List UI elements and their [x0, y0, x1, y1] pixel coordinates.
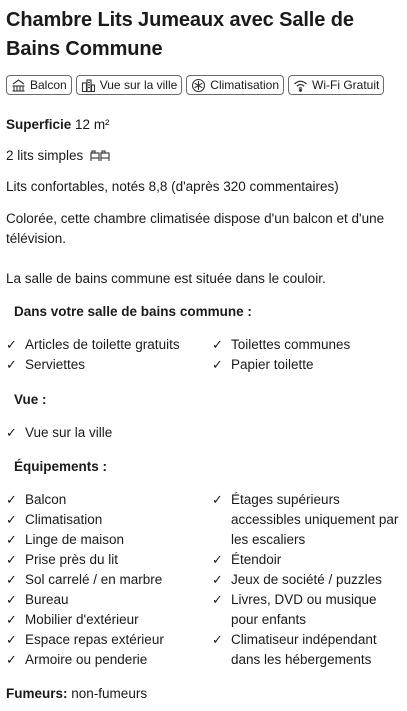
list-item: ✓ Prise près du lit [6, 550, 211, 570]
list-item: ✓ Balcon [6, 490, 211, 510]
list-item: ✓ Articles de toilette gratuits [6, 335, 211, 355]
list-item: ✓ Jeux de société / puzzles [212, 570, 404, 590]
list-item: ✓ Climatisation [6, 510, 211, 530]
checkmark-icon: ✓ [6, 592, 17, 607]
list-item: ✓ Livres, DVD ou musique pour enfants [212, 592, 377, 627]
checkmark-icon: ✓ [6, 552, 17, 567]
size-value: 12 m² [75, 117, 110, 132]
smoking-policy [6, 684, 147, 704]
snowflake-icon [191, 78, 206, 93]
list-item: ✓ Climatiseur indépendant dans les hébergements [212, 632, 377, 667]
checkmark-icon: ✓ [212, 572, 223, 587]
checkmark-icon: ✓ [6, 492, 17, 507]
smoking-value: non-fumeurs [71, 686, 148, 701]
list-item: ✓ Armoire ou penderie [6, 650, 211, 670]
balcony-icon [11, 78, 26, 93]
list-item: ✓ Toilettes communes [212, 335, 404, 355]
badge-city-view [76, 75, 183, 95]
list-item: ✓ Étages supérieurs accessibles uniquement par les escaliers [212, 492, 399, 547]
badge-label: Vue sur la ville [99, 78, 178, 92]
room-size [6, 115, 110, 135]
checkmark-icon: ✓ [6, 572, 17, 587]
bathroom-list-left [6, 335, 211, 375]
checkmark-icon: ✓ [6, 512, 17, 527]
badge-wifi [288, 75, 384, 95]
wifi-icon [293, 78, 308, 93]
list-item: ✓ Mobilier d'extérieur [6, 610, 211, 630]
badge-balcony [6, 75, 72, 95]
list-item: ✓ Étendoir [212, 550, 404, 570]
checkmark-icon: ✓ [6, 532, 17, 547]
view-list [6, 423, 211, 443]
checkmark-icon: ✓ [6, 337, 17, 352]
smoking-label: Fumeurs: [6, 686, 68, 701]
city-icon [81, 78, 96, 93]
bed-text: 2 lits simples [6, 148, 84, 163]
checkmark-icon: ✓ [212, 357, 223, 372]
checkmark-icon: ✓ [212, 632, 223, 647]
badge-label: Climatisation [210, 78, 279, 92]
room-description: Colorée, cette chambre climatisée dispose d'un balcon et d'une télévision. [6, 211, 385, 246]
checkmark-icon: ✓ [6, 425, 17, 440]
facility-badges [6, 75, 384, 95]
equipment-heading: Équipements : [14, 459, 108, 474]
bathroom-heading: Dans votre salle de bains commune : [14, 304, 252, 319]
list-item: ✓ Bureau [6, 590, 211, 610]
bed-rating: Lits confortables, notés 8,8 (d'après 320 commentaires) [6, 179, 339, 194]
bathroom-list-right [212, 335, 404, 375]
view-heading: Vue : [14, 392, 47, 407]
checkmark-icon: ✓ [212, 552, 223, 567]
beds-icon [90, 148, 110, 168]
checkmark-icon: ✓ [6, 612, 17, 627]
bathroom-note: La salle de bains commune est située dans le couloir. [6, 271, 326, 286]
equipment-list-left [6, 490, 211, 670]
list-item: ✓ Serviettes [6, 355, 211, 375]
checkmark-icon: ✓ [6, 357, 17, 372]
checkmark-icon: ✓ [212, 492, 223, 507]
checkmark-icon: ✓ [6, 652, 17, 667]
size-label: Superficie [6, 117, 72, 132]
room-title: Chambre Lits Jumeaux avec Salle de Bains Commune [6, 9, 354, 60]
checkmark-icon: ✓ [212, 592, 223, 607]
list-item: ✓ Papier toilette [212, 355, 404, 375]
list-item: ✓ Linge de maison [6, 530, 211, 550]
bed-info [6, 146, 110, 168]
equipment-list-right [212, 490, 404, 670]
list-item: ✓ Sol carrelé / en marbre [6, 570, 211, 590]
badge-label: Balcon [30, 78, 67, 92]
badge-label: Wi-Fi Gratuit [312, 78, 380, 92]
checkmark-icon: ✓ [6, 632, 17, 647]
list-item: ✓ Vue sur la ville [6, 423, 211, 443]
list-item: ✓ Espace repas extérieur [6, 630, 211, 650]
checkmark-icon: ✓ [212, 337, 223, 352]
badge-air-conditioning [186, 75, 284, 95]
